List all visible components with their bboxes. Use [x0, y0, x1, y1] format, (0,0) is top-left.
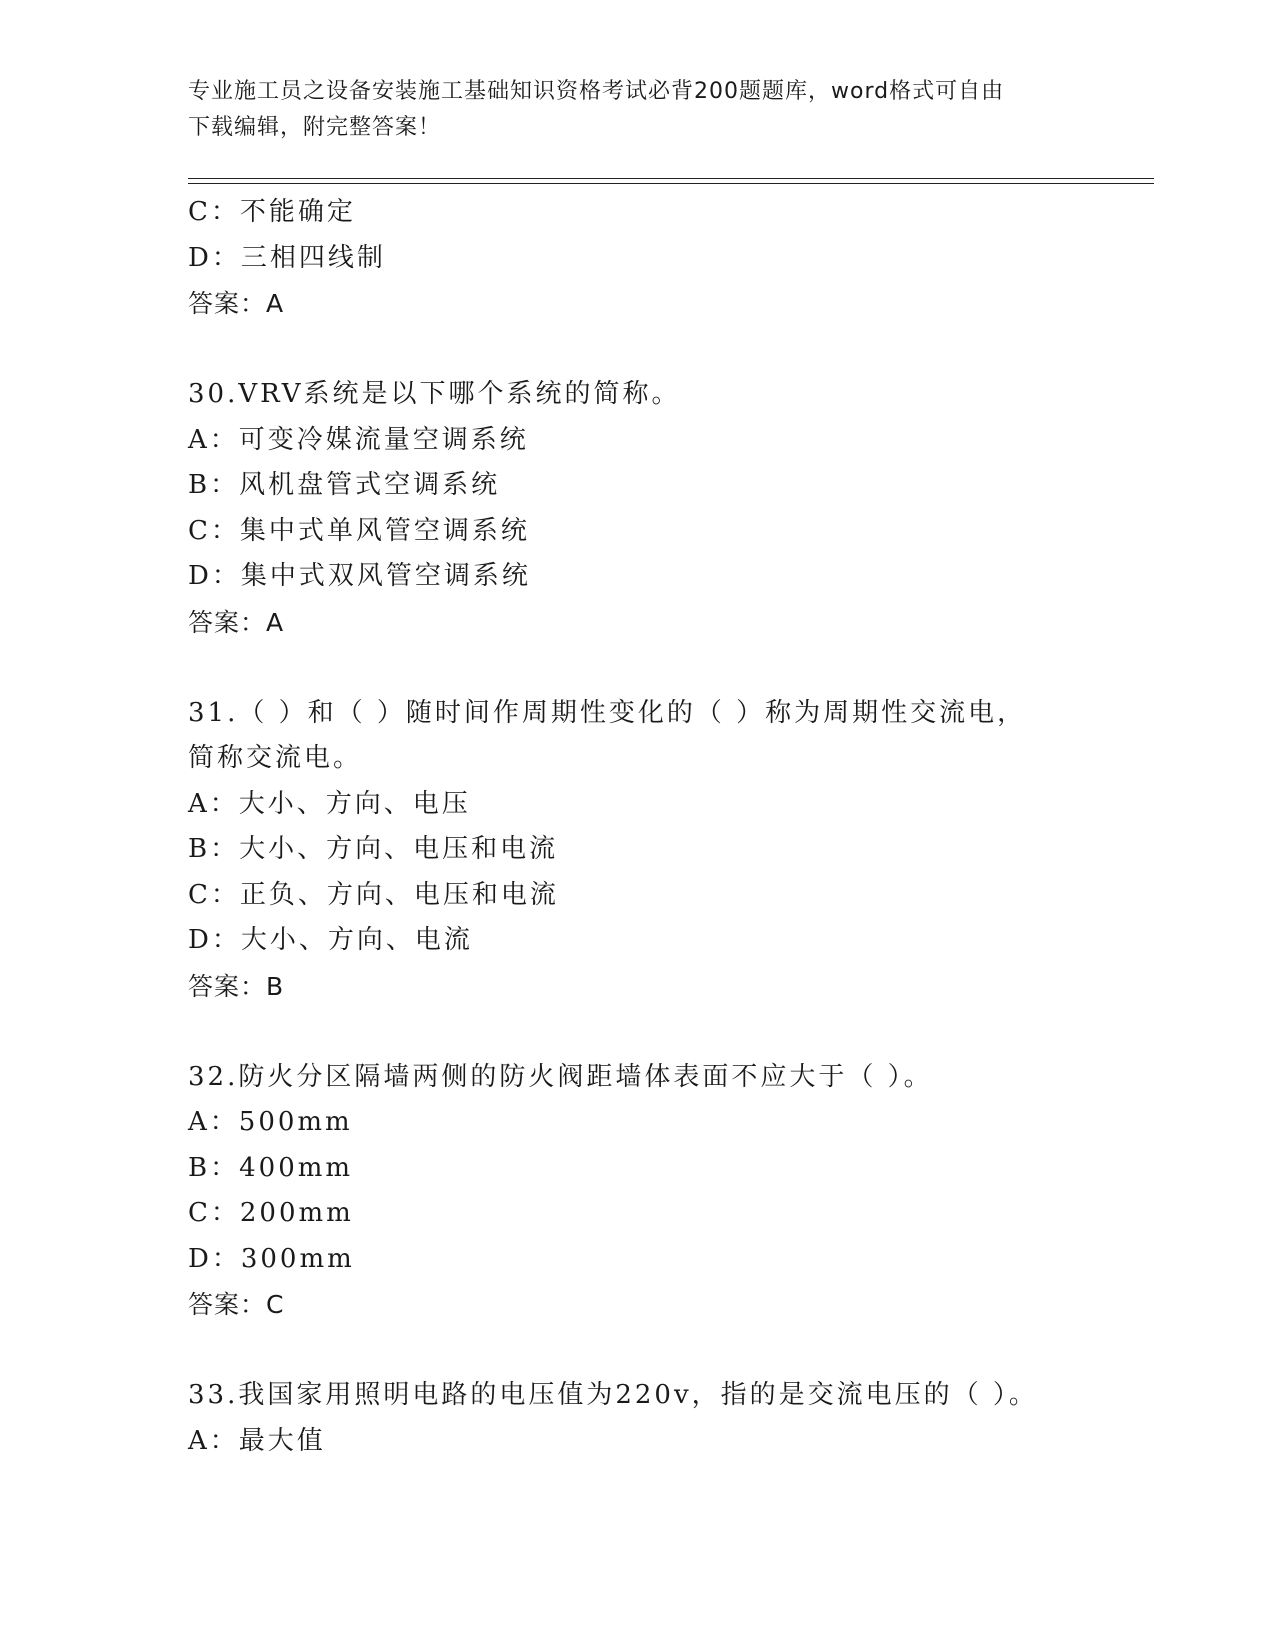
answer-line: 答案：A	[188, 289, 285, 318]
option-b: B：400mm	[188, 1152, 354, 1183]
option-b: B：大小、方向、电压和电流	[188, 834, 559, 864]
answer-line: 答案：A	[188, 607, 285, 637]
question-text: 33.我国家用照明电路的电压值为220v，指的是交流电压的（ ）。	[188, 1380, 1038, 1410]
option-a: A：可变冷媒流量空调系统	[188, 424, 529, 455]
answer-line: 答案：C	[188, 1290, 285, 1319]
question-32	[188, 1055, 1088, 1328]
option-d: D：三相四线制	[188, 242, 386, 273]
header-line-2: 下载编辑，附完整答案！	[188, 115, 442, 140]
question-33	[188, 1373, 1088, 1464]
option-c: C：集中式单风管空调系统	[188, 515, 530, 546]
option-a: A：大小、方向、电压	[188, 788, 471, 819]
document-header	[188, 74, 1078, 146]
header-line-1: 专业施工员之设备安装施工基础知识资格考试必背200题题库，word格式可自由	[188, 79, 1005, 104]
question-list	[188, 190, 1088, 1464]
option-c: C：不能确定	[188, 197, 356, 227]
option-c: C：200mm	[188, 1198, 354, 1228]
header-divider-top	[188, 178, 1154, 179]
question-text: 32.防火分区隔墙两侧的防火阀距墙体表面不应大于（ ）。	[188, 1061, 933, 1092]
option-d: D：300mm	[188, 1243, 355, 1274]
answer-line: 答案：B	[188, 971, 285, 1001]
header-divider-bottom	[188, 183, 1154, 184]
option-a: A：500mm	[188, 1107, 353, 1137]
option-d: D：大小、方向、电流	[188, 925, 473, 955]
option-a: A：最大值	[188, 1425, 326, 1456]
question-text: 31.（ ）和（ ）随时间作周期性变化的（ ）称为周期性交流电，简称交流电。	[188, 697, 1027, 773]
question-text: 30.VRV系统是以下哪个系统的简称。	[188, 379, 681, 409]
previous-question-tail	[188, 190, 1088, 327]
option-b: B：风机盘管式空调系统	[188, 470, 501, 500]
question-30	[188, 372, 1088, 645]
option-d: D：集中式双风管空调系统	[188, 561, 531, 591]
question-31	[188, 691, 1088, 1010]
option-c: C：正负、方向、电压和电流	[188, 879, 559, 910]
